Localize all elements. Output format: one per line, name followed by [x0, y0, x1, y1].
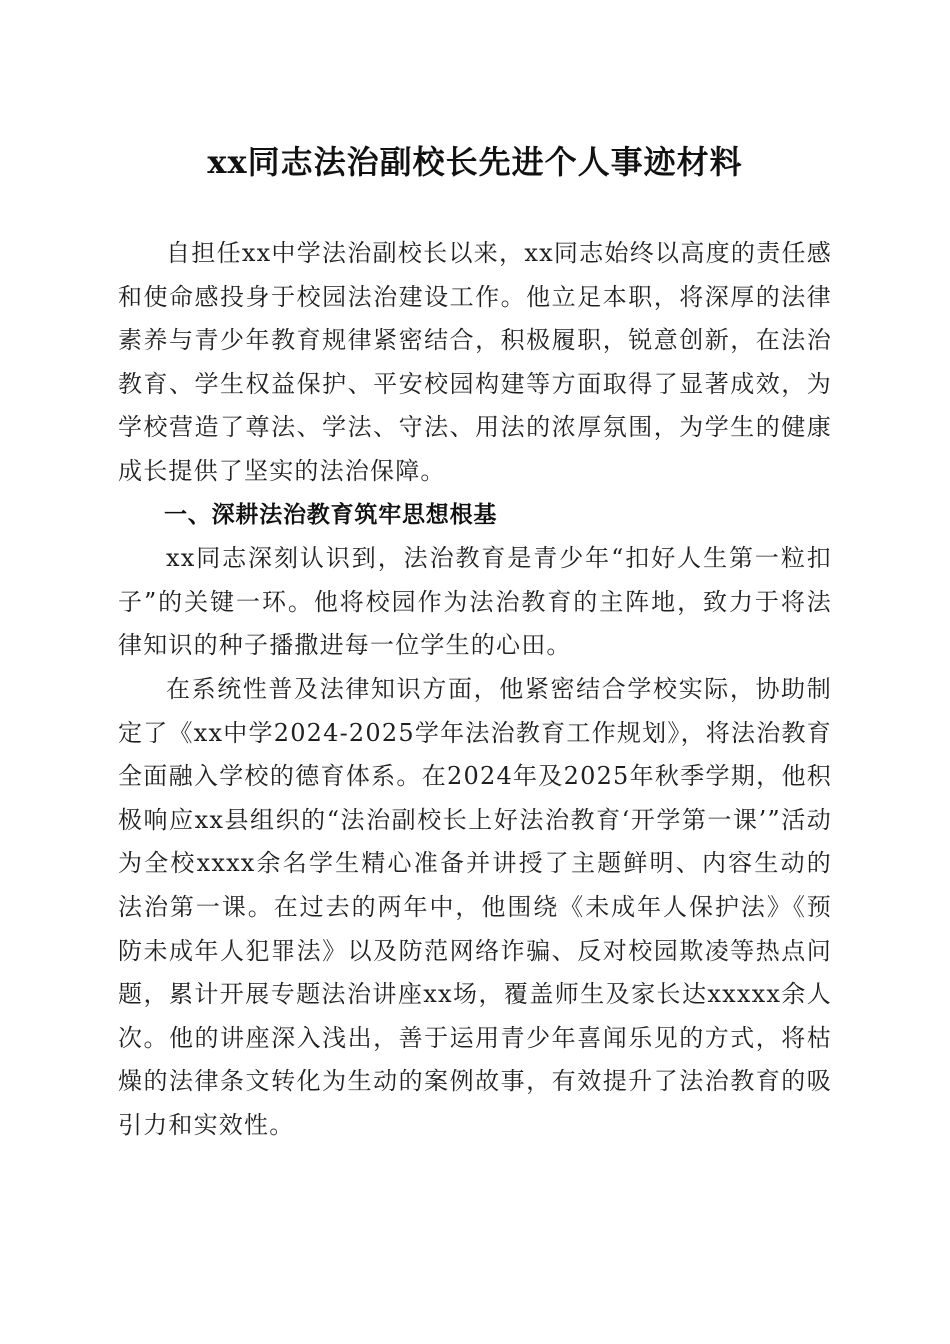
- intro-paragraph: 自担任xx中学法治副校长以来，xx同志始终以高度的责任感和使命感投身于校园法治建设工作。他立足本职，将深厚的法律素养与青少年教育规律紧密结合，积极履职，锐意创新，在法治教育、学生权益保护、平安校园构建等方面取得了显著成效，为学校营造了尊法、学法、守法、用法的浓厚氛围，为学生的健康成长提供了坚实的法治保障。: [118, 239, 832, 485]
- document-body: [118, 232, 832, 1147]
- document-title: xx同志法治副校长先进个人事迹材料: [207, 143, 743, 181]
- section-paragraph: 在系统性普及法律知识方面，他紧密结合学校实际，协助制定了《xx中学2024-2025学年法治教育工作规划》，将法治教育全面融入学校的德育体系。在2024年及2025年秋季学期，他积极响应xx县组织的“法治副校长上好法治教育‘开学第一课’”活动为全校xxxx余名学生精心准备并讲授了主题鲜明、内容生动的法治第一课。在过去的两年中，他围绕《未成年人保护法》《预防未成年人犯罪法》以及防范网络诈骗、反对校园欺凌等热点问题，累计开展专题法治讲座xx场，覆盖师生及家长达xxxxx余人次。他的讲座深入浅出，善于运用青少年喜闻乐见的方式，将枯燥的法律条文转化为生动的案例故事，有效提升了法治教育的吸引力和实效性。: [118, 674, 832, 1139]
- section-paragraph: xx同志深刻认识到，法治教育是青少年“扣好人生第一粒扣子”的关键一环。他将校园作为法治教育的主阵地，致力于将法律知识的种子播撒进每一位学生的心田。: [118, 544, 832, 660]
- section-heading: 一、深耕法治教育筑牢思想根基: [164, 501, 498, 528]
